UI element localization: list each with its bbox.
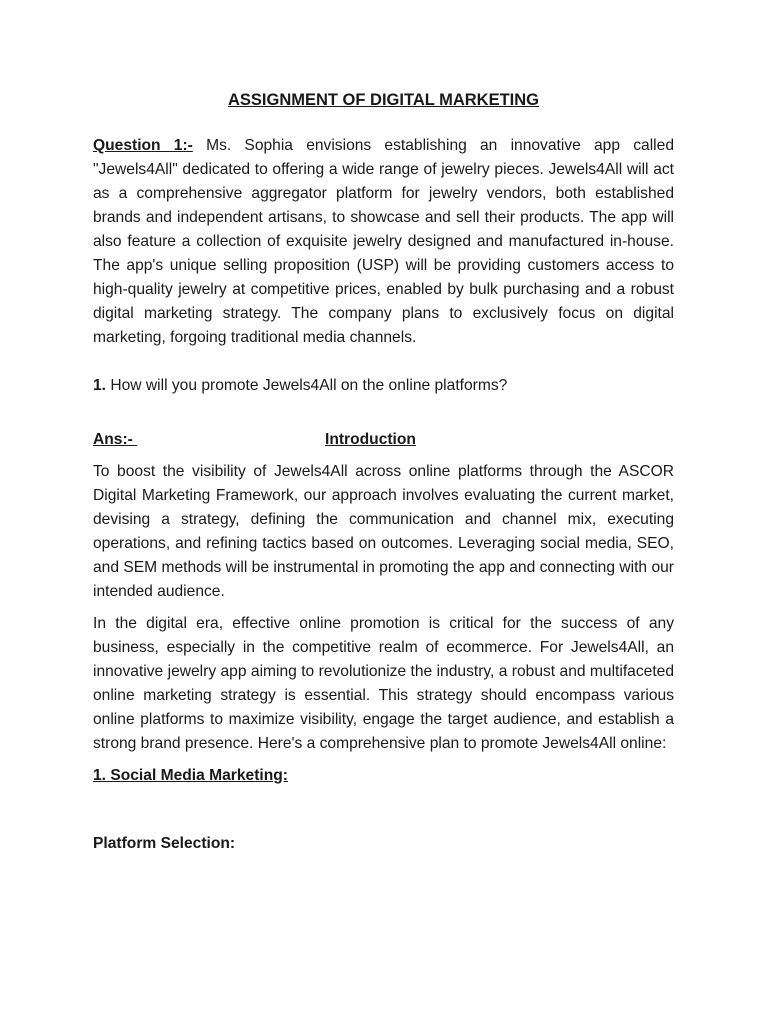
document-title: ASSIGNMENT OF DIGITAL MARKETING (227, 91, 540, 109)
sub-question-number: 1. (93, 377, 107, 394)
answer-heading-row (93, 428, 674, 452)
question-text: Ms. Sophia envisions establishing an innovative app called "Jewels4All" dedicated to offering a wide range of jewelry pieces. Jewels4All will act as a comprehensive aggregator platform for jewelry vendors, both established brands and independent artisans, to showcase and sell their products. The app will also feature a collection of exquisite jewelry designed and manufactured in-house. The app's unique selling proposition (USP) will be providing customers access to high-quality jewelry at competitive prices, enabled by bulk purchasing and a robust digital marketing strategy. The company plans to exclusively focus on digital marketing, forgoing traditional media channels. (93, 137, 674, 346)
subsection-heading-platform-selection: Platform Selection: (93, 835, 236, 852)
intro-paragraph-1: To boost the visibility of Jewels4All across online platforms through the ASCOR Digital Marketing Framework, our approach involves evaluating the current market, devising a strategy, defining the communication and channel mix, executing operations, and refining tactics based on outcomes. Leveraging social media, SEO, and SEM methods will be instrumental in promoting the app and connecting with our intended audience. (93, 463, 674, 600)
section-heading-social-media: 1. Social Media Marketing: (93, 767, 288, 784)
question-label: Question 1:- (93, 137, 193, 154)
question-paragraph (93, 134, 674, 350)
document-body (93, 88, 674, 856)
sub-question-text: How will you promote Jewels4All on the online platforms? (106, 377, 508, 394)
sub-question (93, 374, 674, 398)
answer-label: Ans:- (93, 431, 138, 448)
intro-paragraph-2: In the digital era, effective online promotion is critical for the success of any business, especially in the competitive realm of ecommerce. For Jewels4All, an innovative jewelry app aiming to revolutionize the industry, a robust and multifaceted online marketing strategy is essential. This strategy should encompass various online platforms to maximize visibility, engage the target audience, and establish a strong brand presence. Here's a comprehensive plan to promote Jewels4All online: (93, 615, 674, 752)
introduction-heading: Introduction (325, 431, 416, 448)
